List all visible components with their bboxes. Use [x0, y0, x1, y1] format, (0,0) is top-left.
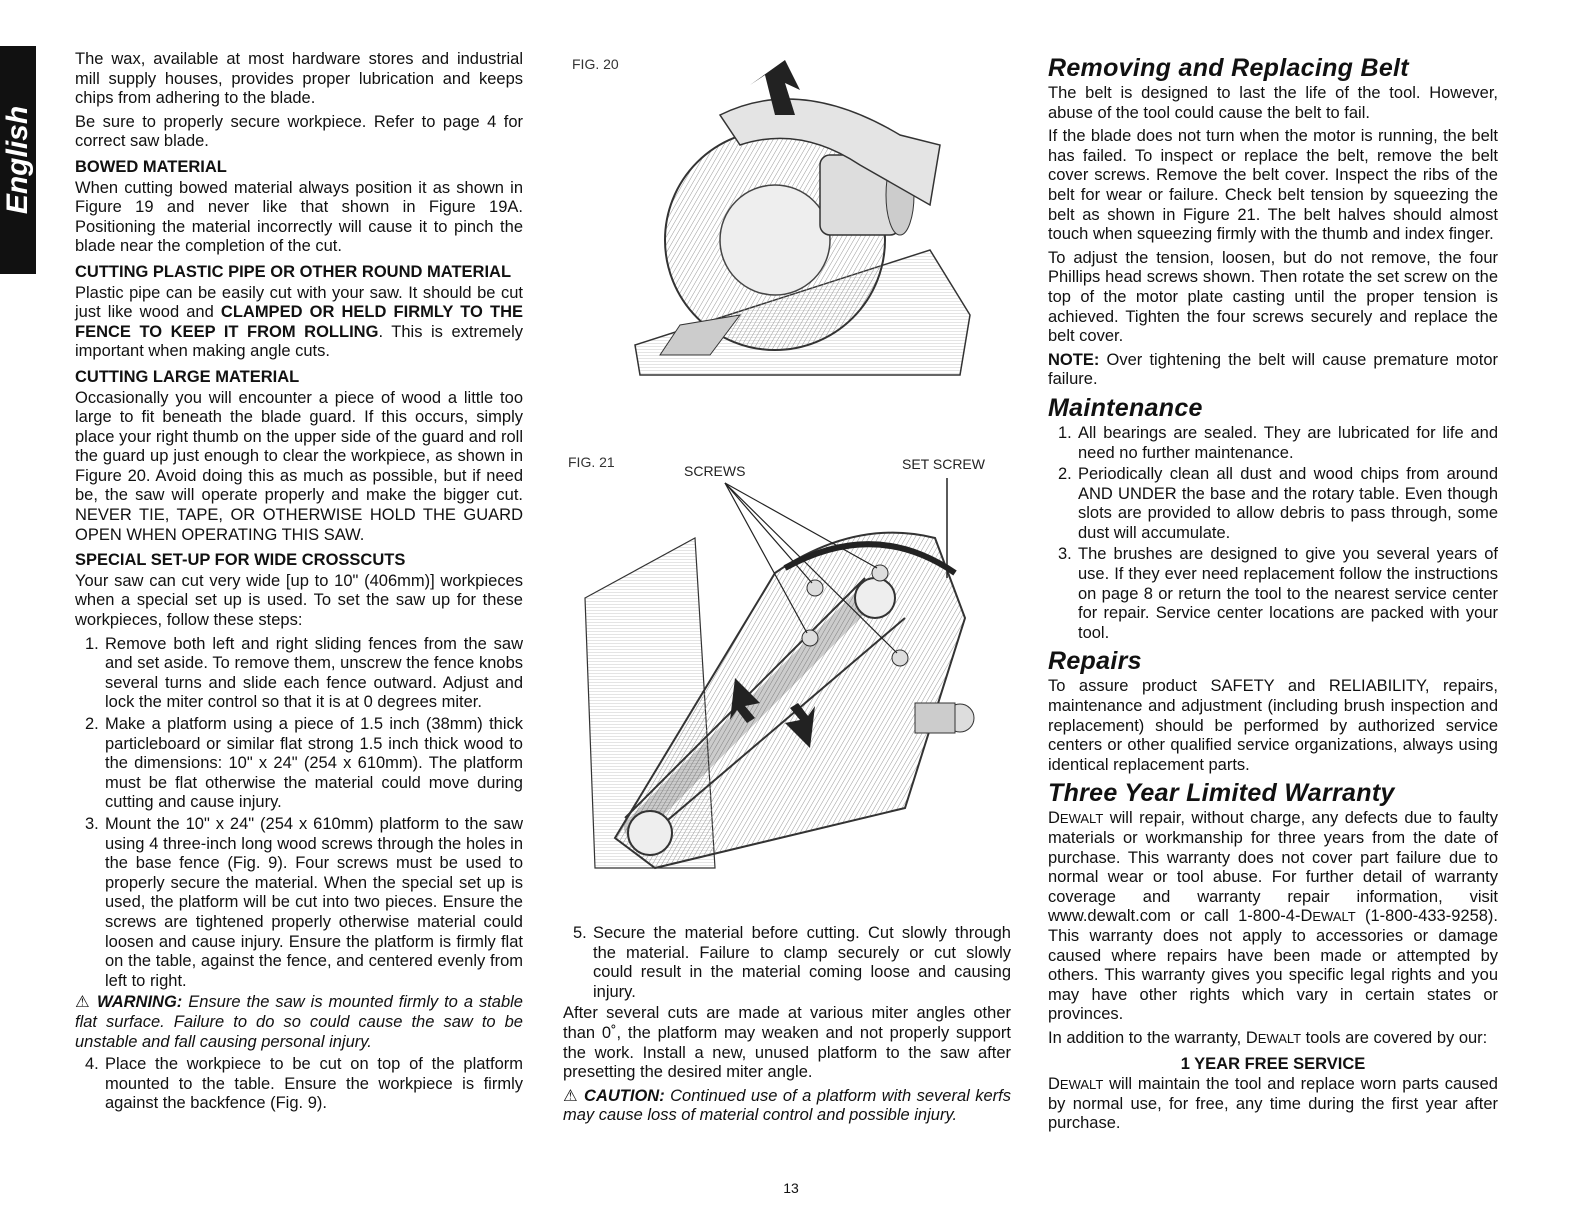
maintenance-heading: Maintenance	[1048, 393, 1203, 422]
fig20-saw-illustration	[600, 55, 980, 380]
platform-replacement-text: After several cuts are made at various miter angles other than 0˚, the platform may weaken and not properly support the work. Install a new, unused platform to the saw after presetting the desired miter angle.	[563, 1004, 1011, 1082]
list-item: 3. The brushes are designed to give you several years of use. If they ever need replacement follow the instructions on page 8 or return the tool to the nearest service center for repair. Service center locations are packed with your tool.	[1058, 545, 1498, 642]
intro-paragraph-1: The wax, available at most hardware stores and industrial mill supply houses, provides proper lubrication and keeps chips from adhering to the blade.	[75, 50, 523, 108]
wide-crosscut-text: Your saw can cut very wide [up to 10" (406mm)] workpieces when a special set up is used. To set the saw up for these workpieces, follow these steps:	[75, 571, 523, 630]
belt-paragraph-3: To adjust the tension, loosen, but do not remove, the four Phillips head screws shown. Then rotate the set screw on the top of the motor plate casting until the proper tension is achieved. Tighten the four screws securely and replace the belt cover.	[1048, 248, 1498, 346]
repairs-text: To assure product SAFETY and RELIABILITY, repairs, maintenance and adjustment (including brush inspection and replacement) should be performed by authorized service centers or other qualified service organizations, always using identical replacement parts.	[1048, 677, 1498, 774]
warranty-paragraph-2: In addition to the warranty, DEWALT tools are covered by our:	[1048, 1028, 1488, 1047]
list-item: 3. Mount the 10" x 24" (254 x 610mm) platform to the saw using 4 three-inch long wood screws through the holes in the base fence (Fig. 9). Four screws must be used to properly secure the material. When the special set up is used, the platform will be cut into two pieces. Ensure the screws are tightened properly otherwise material could loosen and cause injury. Ensure the platform is firmly flat on the table, against the fence, and centered evenly from left to right.	[85, 814, 523, 990]
right-column	[1048, 50, 1498, 1138]
fig21-label: FIG. 21	[568, 454, 615, 470]
warning-label: WARNING:	[97, 993, 183, 1012]
large-material-heading: CUTTING LARGE MATERIAL	[75, 367, 300, 386]
bowed-material-heading: BOWED MATERIAL	[75, 157, 227, 176]
left-column	[75, 50, 523, 1116]
warning-text: Ensure the saw is mounted firmly to a stable flat surface. Failure to do so could cause the saw to be unstable and fall causing personal injury.	[75, 993, 523, 1051]
list-item: 1. Remove both left and right sliding fences from the saw and set aside. To remove them, unscrew the fence knobs several turns and slide each fence outward. Adjust and lock the miter control so that it is at 0 degrees miter.	[85, 634, 523, 712]
free-service-heading: 1 YEAR FREE SERVICE	[1180, 1054, 1366, 1073]
list-item: 2. Make a platform using a piece of 1.5 inch (38mm) thick particleboard or similar flat strong 1.5 inch thick wood to the dimensions: 10" x 24" (254 x 610mm). The platform must be flat otherwise the material could move during cutting and cause injury.	[85, 715, 523, 812]
fig21-belt-illustration	[575, 478, 1005, 878]
language-tab	[0, 46, 36, 274]
maintenance-list	[1048, 424, 1498, 644]
free-service-text: DEWALT will maintain the tool and replace worn parts caused by normal use, for free, any time during the first year after purchase.	[1048, 1075, 1498, 1133]
setup-steps-list-final	[563, 924, 1011, 1002]
belt-heading: Removing and Replacing Belt	[1048, 54, 1409, 82]
bowed-material-text: When cutting bowed material always position it as shown in Figure 19 and never like that shown in Figure 19A. Positioning the material incorrectly will cause it to pinch the blade near the completion of the cut.	[75, 178, 523, 256]
belt-note: NOTE: Over tightening the belt will cause premature motor failure.	[1048, 350, 1498, 389]
warranty-heading: Three Year Limited Warranty	[1048, 779, 1395, 808]
list-item: 5. Secure the material before cutting. Cut slowly through the material. Failure to clamp securely or cut slowly could result in the material coming loose and causing injury.	[573, 924, 1011, 1001]
list-item: 1. All bearings are sealed. They are lubricated for life and need no further maintenance.	[1058, 423, 1498, 462]
plastic-pipe-text: Plastic pipe can be easily cut with your saw. It should be cut just like wood and CLAMPED OR HELD FIRMLY TO THE FENCE TO KEEP IT FROM ROLLING. This is extremely important when making angle cuts.	[75, 283, 523, 361]
lower-pulley	[628, 811, 672, 855]
large-material-text: Occasionally you will encounter a piece of wood a little too large to fit beneath the blade guard. If this occurs, simply place your right thumb on the upper side of the guard and roll the guard up just enough to clear the workpiece, as shown in Figure 20. Avoid doing this as much as possible, but if need be, the saw will operate properly and make the bigger cut. NEVER TIE, TAPE, OR OTHERWISE HOLD THE GUARD OPEN WHEN OPERATING THIS SAW.	[75, 388, 523, 544]
caution-notice	[563, 1087, 1011, 1126]
center-column-text	[563, 924, 1011, 1129]
belt-paragraph-2: If the blade does not turn when the motor is running, the belt has failed. To inspect or replace the belt, remove the belt cover screws. Remove the belt cover. Inspect the ribs of the belt for wear or failure. Check belt tension by squeezing the belt as shown in Figure 21. The belt halves should almost touch when squeezing firmly with the thumb and index finger.	[1048, 127, 1498, 244]
caution-text: Continued use of a platform with several kerfs may cause loss of material control and possible injury.	[563, 1086, 1011, 1125]
list-item: 4. Place the workpiece to be cut on top of the platform mounted to the table. Ensure the workpiece is firmly against the backfence (Fig. 9).	[85, 1055, 523, 1113]
list-item: 2. Periodically clean all dust and wood chips from around AND UNDER the base and the rotary table. Even though slots are provided to allow debris to pass through, some dust will accumulate.	[1058, 465, 1498, 542]
caution-triangle-icon: ⚠	[563, 1086, 579, 1105]
plastic-pipe-heading: CUTTING PLASTIC PIPE OR OTHER ROUND MATERIAL	[75, 262, 512, 281]
repairs-heading: Repairs	[1048, 647, 1142, 676]
setup-steps-list	[75, 635, 523, 992]
fig20-label: FIG. 20	[572, 56, 619, 72]
screws-callout: SCREWS	[684, 463, 746, 479]
intro-paragraph-2: Be sure to properly secure workpiece. Refer to page 4 for correct saw blade.	[75, 112, 523, 151]
caution-label: CAUTION:	[584, 1086, 665, 1105]
belt-paragraph-1: The belt is designed to last the life of the tool. However, abuse of the tool could cause the belt to fail.	[1048, 84, 1498, 122]
wide-crosscut-heading: SPECIAL SET-UP FOR WIDE CROSSCUTS	[75, 551, 406, 570]
language-tab-label: English	[1, 105, 34, 215]
setup-steps-list-continued	[75, 1055, 523, 1114]
warning-triangle-icon: ⚠	[75, 993, 92, 1012]
warranty-paragraph-1: DEWALT will repair, without charge, any defects due to faulty materials or workmanship for three years from the date of purchase. This warranty does not cover part failure due to normal wear or tool abuse. For further detail of warranty coverage and warranty repair information, visit www.dewalt.com or call 1-800-4-DEWALT (1-800-433-9258). This warranty does not apply to accessories or damage caused where repairs have been made or attempted by others. This warranty gives you specific legal rights and you may have other rights which vary in certain states or provinces.	[1048, 809, 1498, 1024]
upper-pulley	[855, 578, 895, 618]
warning-notice	[75, 993, 523, 1052]
set-screw-callout: SET SCREW	[902, 456, 985, 472]
page-number: 13	[783, 1180, 799, 1196]
